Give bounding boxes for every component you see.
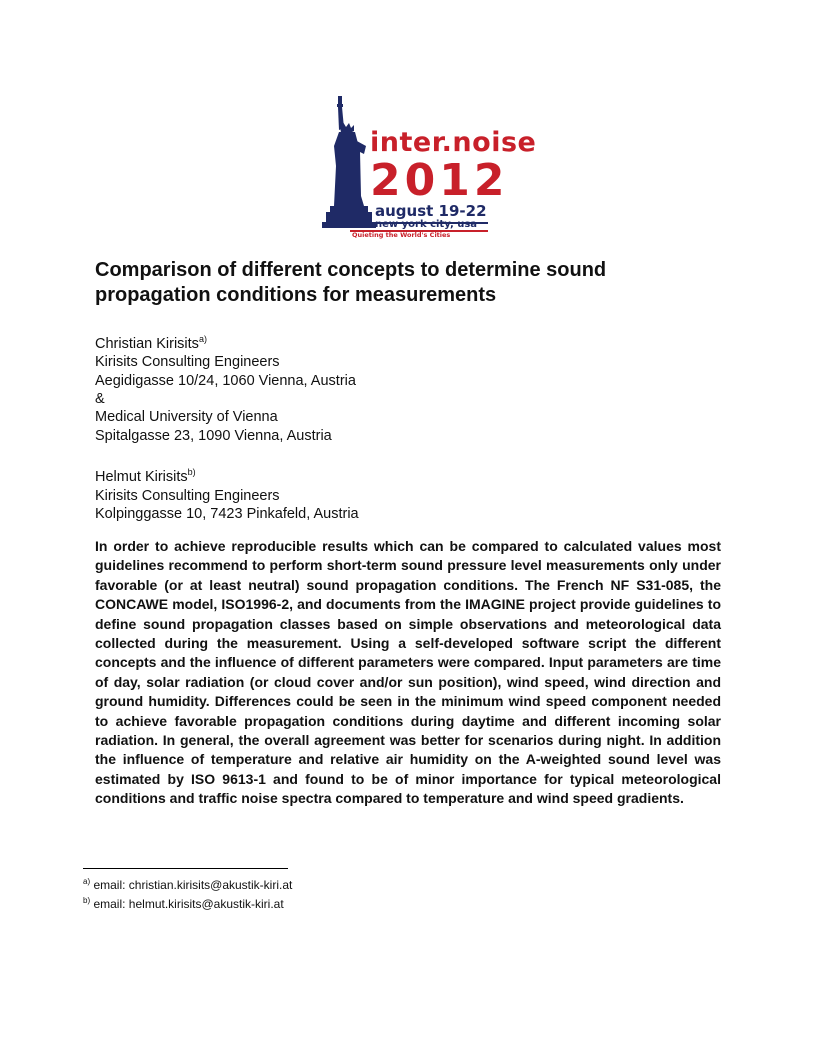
footnote-marker: a) xyxy=(83,877,91,886)
affiliation-line: & xyxy=(95,391,105,408)
affiliation-line: Kirisits Consulting Engineers xyxy=(95,487,280,504)
paper-title: Comparison of different concepts to determine sound propagation conditions for measurements xyxy=(95,259,607,306)
affiliation-marker: a) xyxy=(198,334,207,344)
affiliation-line: Kolpinggasse 10, 7423 Pinkafeld, Austria xyxy=(95,505,359,522)
author-name: Christian Kirisits$^{a)}$ xyxy=(95,334,207,352)
affiliation-line: Kirisits Consulting Engineers xyxy=(95,354,280,371)
author-name: Helmut Kirisits$^{b)}$ xyxy=(95,467,196,486)
logo-brand: inter.noise xyxy=(370,127,537,158)
affiliation-line: Aegidigasse 10/24, 1060 Vienna, Austria xyxy=(95,372,356,389)
footnote: $^{b)}$ email: helmut.kirisits@akustik-kiri.at xyxy=(83,896,284,911)
footnote: $^{a)}$ email: christian.kirisits@akustik-kiri.at xyxy=(83,877,293,892)
logo-tagline: Quieting the World's Cities xyxy=(352,231,451,239)
logo-year: 2012 xyxy=(370,155,509,206)
footnote-divider xyxy=(83,868,288,869)
affiliation-line: Spitalgasse 23, 1090 Vienna, Austria xyxy=(95,427,332,444)
abstract: In order to achieve reproducible results which can be compared to calculated values most guidelines recommend to perform short-term sound pressure level measurements only under favorable (or at least neutral) sound propagation conditions. The French NF S31-085, the CONCAWE model, ISO1996-2, and documents from the IMAGINE project provide guidelines to define sound propagation classes based on simple observations and meteorological data collected during the measurement. Using a self-developed software script the different concepts and the influence of different parameters were compared. Input parameters are time of day, solar radiation (or cloud cover and/or sun position), wind speed, wind direction and ground humidity. Differences could be seen in the minimum wind speed component needed to achieve favorable propagation conditions during daytime and different incoming solar radiation. In general, the overall agreement was better for scenarios during night. In addition the influence of temperature and relative air humidity on the A-weighted sound level was estimated by ISO 9613-1 and found to be of minor importance for typical meteorological conditions and traffic noise spectra compared to temperature and wind speed gradients. xyxy=(95,538,721,807)
footnotes xyxy=(83,874,292,912)
logo-city: new york city, usa xyxy=(375,219,478,230)
affiliation-marker: b) xyxy=(187,467,196,478)
affiliation-line: Medical University of Vienna xyxy=(95,409,278,426)
logo-dates: august 19-22 xyxy=(375,202,487,220)
footnote-marker: b) xyxy=(83,896,91,905)
author-block xyxy=(95,330,359,523)
